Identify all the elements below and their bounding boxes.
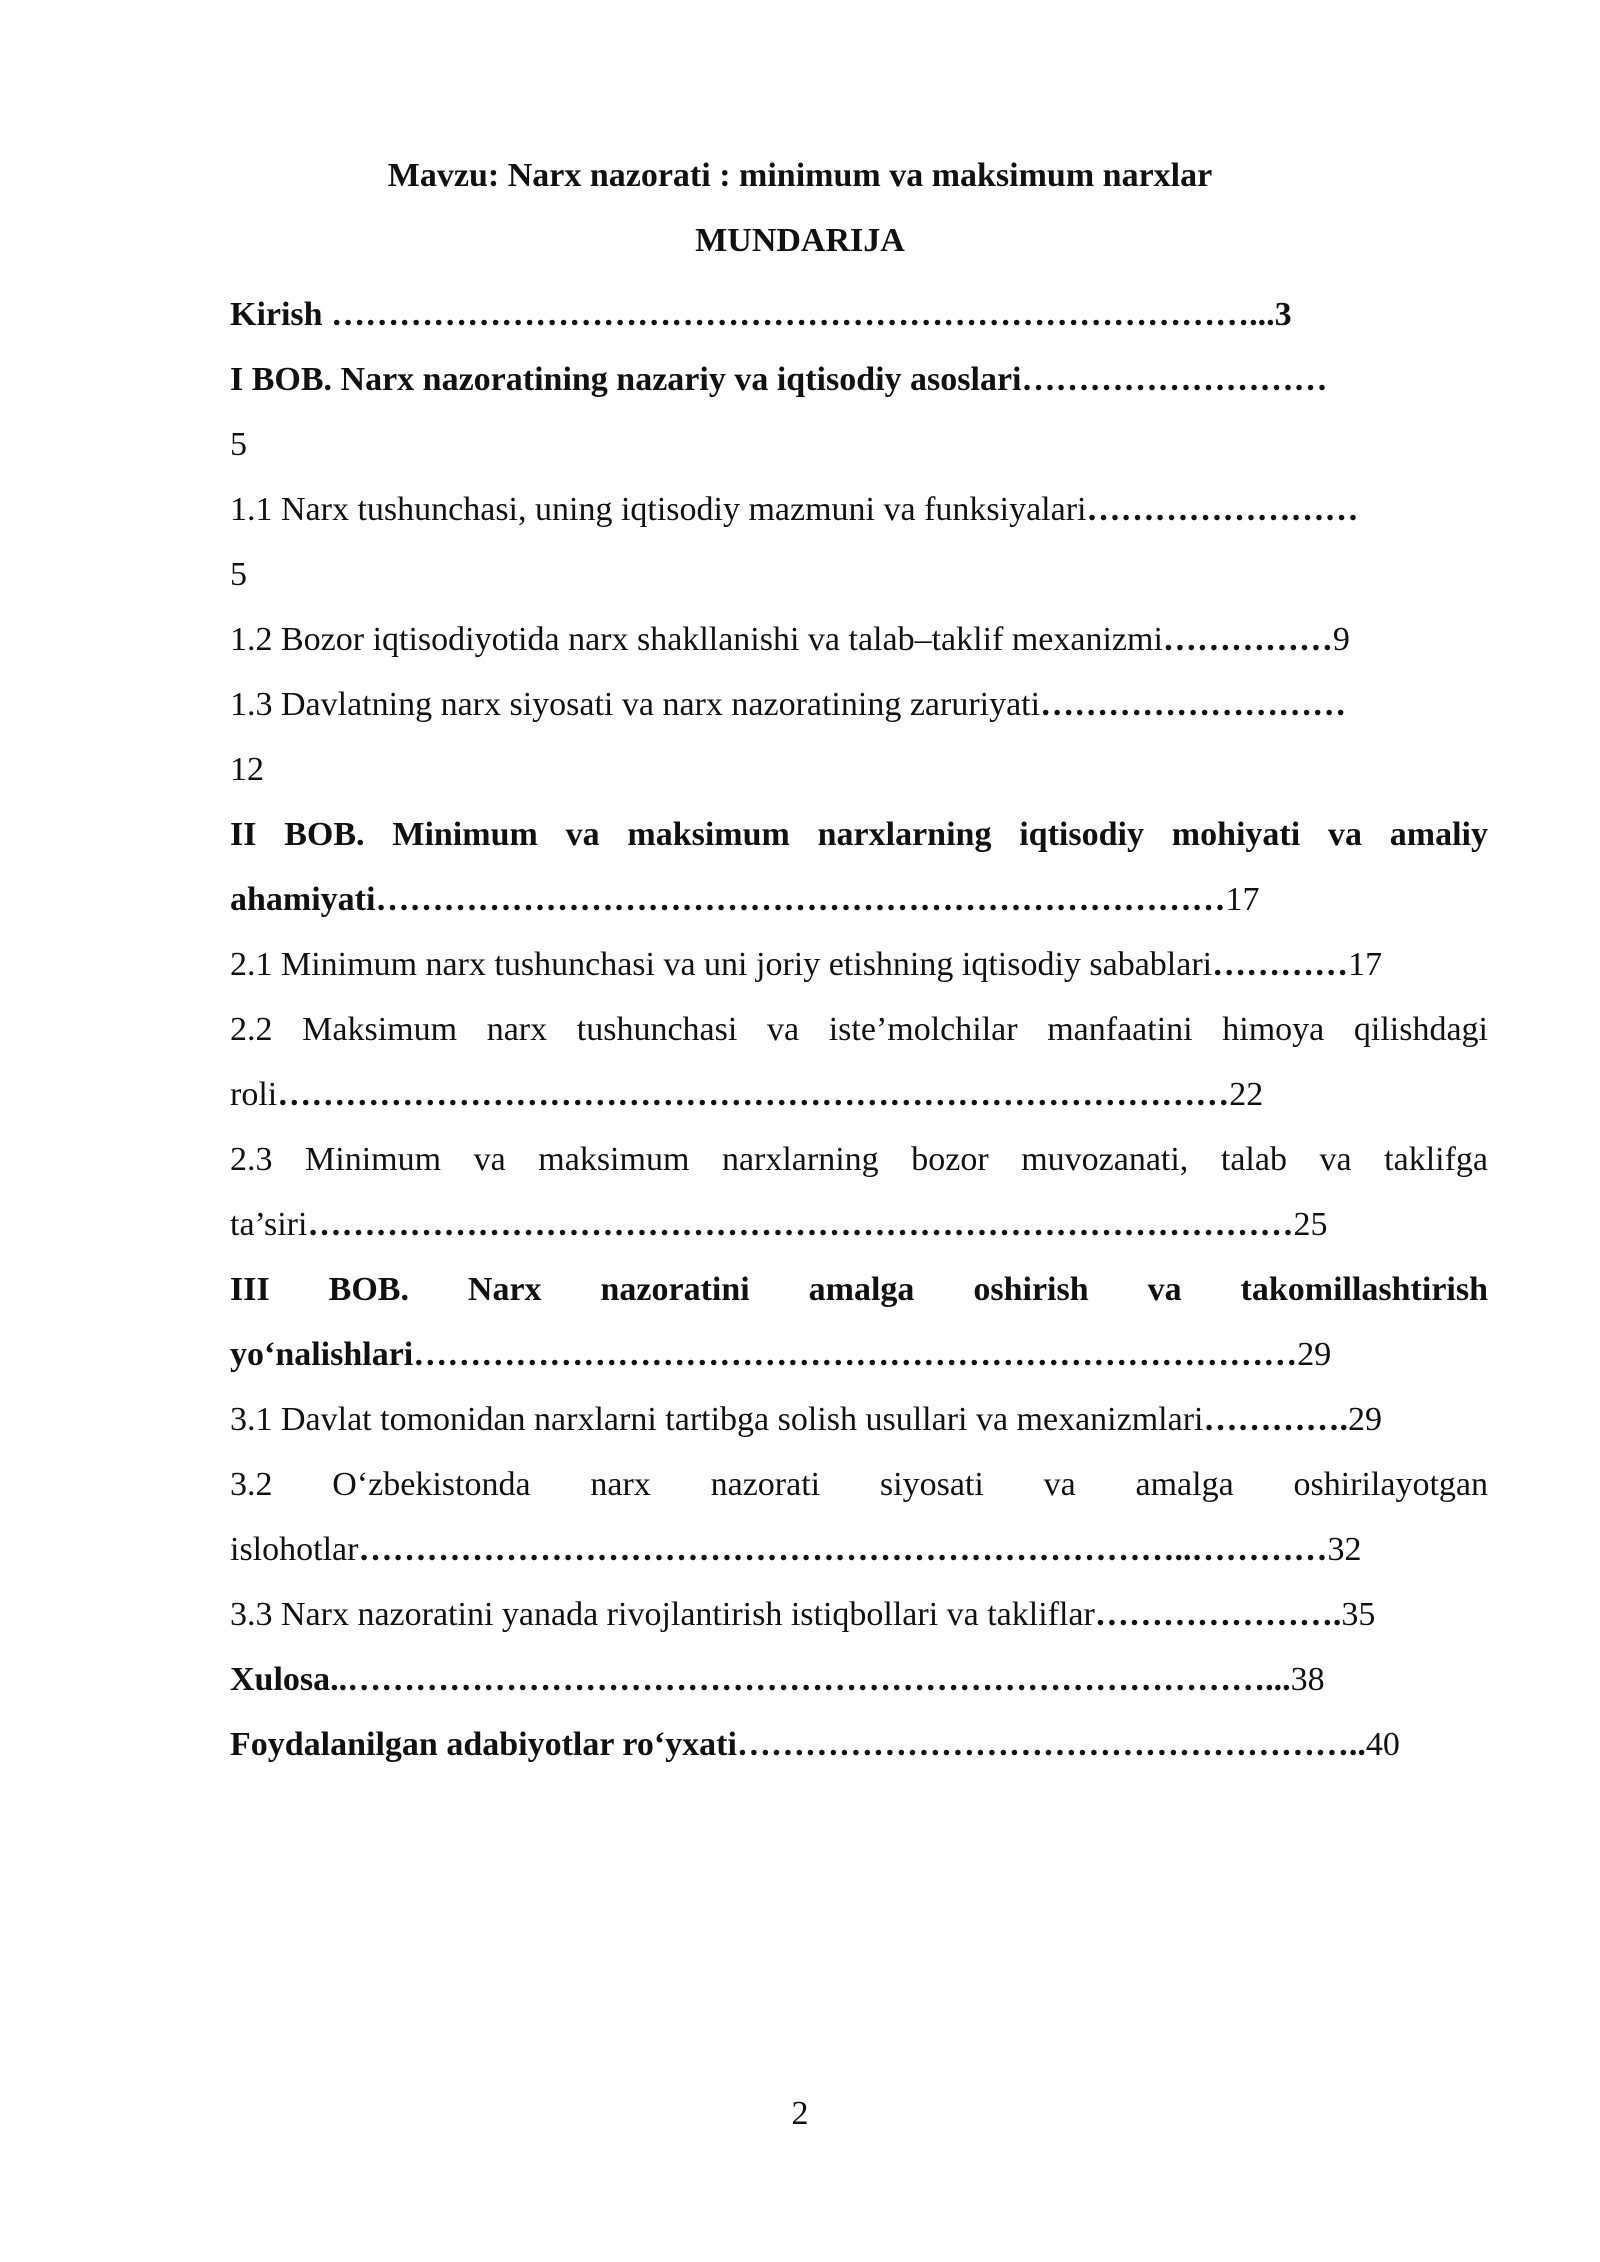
toc-entry-page: 40 [1365, 1726, 1400, 1763]
toc-entry-page: 35 [1341, 1596, 1376, 1633]
toc-leader-dots: ……………………………………………….. [736, 1726, 1366, 1763]
toc-entry-page: 29 [1297, 1336, 1332, 1373]
toc-entry-xulosa [230, 1647, 1488, 1712]
toc-entry-title: Xulosa [230, 1661, 331, 1698]
toc-leader-dots: …………………………………………………………………… [413, 1336, 1298, 1373]
toc-entry-kirish [230, 282, 1488, 347]
toc-leader-dots: …………………. [1094, 1596, 1342, 1633]
toc-entry-3-3 [230, 1582, 1488, 1647]
table-of-contents [230, 282, 1488, 1777]
toc-entry-chapter-1 [230, 347, 1488, 477]
toc-heading: MUNDARIJA [695, 222, 905, 259]
toc-entry-1-2 [230, 607, 1488, 672]
toc-entry-3-2 [230, 1452, 1488, 1582]
toc-entry-title: I BOB. Narx nazoratining nazariy va iqtisodiy asoslari [230, 361, 1022, 398]
document-title: Mavzu: Narx nazorati : minimum va maksimum narxlar [387, 157, 1213, 194]
toc-entry-page: 5 [230, 426, 247, 463]
page-number: 2 [791, 2095, 809, 2132]
toc-entry-title: 1.2 Bozor iqtisodiyotida narx shakllanishi va talab–taklif mexanizmi [230, 621, 1163, 658]
toc-entry-page: 17 [1348, 946, 1383, 983]
toc-leader-dots: …………………………………………………………………………… [307, 1206, 1294, 1243]
toc-entry-title: 3.3 Narx nazoratini yanada rivojlantirish istiqbollari va takliflar [230, 1596, 1095, 1633]
toc-entry-page: 3 [1274, 296, 1292, 333]
toc-entry-page: 38 [1290, 1661, 1325, 1698]
toc-leader-dots: ..………………………………………………………………………... [330, 1661, 1291, 1698]
toc-leader-dots: ……………………… [1040, 686, 1347, 723]
toc-entry-title: 2.2 Maksimum narx tushunchasi va iste’molchilar manfaatini himoya qilishdagi roli [230, 1011, 1488, 1113]
toc-leader-dots: …………………… [1086, 491, 1359, 528]
toc-entry-page: 32 [1327, 1531, 1362, 1568]
toc-entry-title: 2.3 Minimum va maksimum narxlarning bozor muvozanati, talab va taklifga ta’siri [230, 1141, 1488, 1243]
toc-entry-title: 1.1 Narx tushunchasi, uning iqtisodiy mazmuni va funksiyalari [230, 491, 1087, 528]
toc-entry-page: 9 [1332, 621, 1350, 658]
toc-leader-dots: ………………………………………………………………………… [277, 1076, 1230, 1113]
toc-leader-dots: …………. [1203, 1401, 1348, 1438]
toc-entry-chapter-3 [230, 1257, 1488, 1387]
toc-entry-chapter-2 [230, 802, 1488, 932]
toc-entry-page: 22 [1229, 1076, 1264, 1113]
toc-entry-1-1 [230, 477, 1488, 607]
toc-leader-dots: ………… [1212, 946, 1349, 983]
toc-entry-2-1 [230, 932, 1488, 997]
toc-entry-1-3 [230, 672, 1488, 802]
toc-entry-page: 17 [1225, 881, 1260, 918]
toc-entry-2-2 [230, 997, 1488, 1127]
toc-leader-dots: ……………………… [1021, 361, 1328, 398]
toc-entry-page: 5 [230, 556, 247, 593]
toc-entry-title: Kirish [230, 296, 332, 333]
toc-entry-title: 3.1 Davlat tomonidan narxlarni tartibga solish usullari va mexanizmlari [230, 1401, 1204, 1438]
toc-entry-page: 12 [230, 751, 264, 788]
toc-leader-dots: ………………………………………………………………………... [331, 296, 1275, 333]
toc-entry-title: 2.1 Minimum narx tushunchasi va uni joriy etishning iqtisodiy sabablari [230, 946, 1213, 983]
toc-entry-title: III BOB. Narx nazoratini amalga oshirish va takomillashtirish yo‘nalishlari [230, 1271, 1488, 1373]
toc-leader-dots: …………… [1162, 621, 1333, 658]
toc-entry-3-1 [230, 1387, 1488, 1452]
toc-leader-dots: ………………………………………………………………… [375, 881, 1226, 918]
toc-entry-title: 3.2 O‘zbekistonda narx nazorati siyosati va amalga oshirilayotgan islohotlar [230, 1466, 1488, 1568]
toc-entry-page: 29 [1347, 1401, 1382, 1438]
toc-entry-title: 1.3 Davlatning narx siyosati va narx nazoratining zaruriyati [230, 686, 1041, 723]
toc-entry-bibliography [230, 1712, 1488, 1777]
toc-leader-dots: ………………………………………………………………..………… [358, 1531, 1328, 1568]
toc-entry-page: 25 [1293, 1206, 1328, 1243]
toc-entry-2-3 [230, 1127, 1488, 1257]
toc-entry-title: II BOB. Minimum va maksimum narxlarning iqtisodiy mohiyati va amaliy ahamiyati [230, 816, 1488, 918]
toc-entry-title: Foydalanilgan adabiyotlar ro‘yxati [230, 1726, 737, 1763]
